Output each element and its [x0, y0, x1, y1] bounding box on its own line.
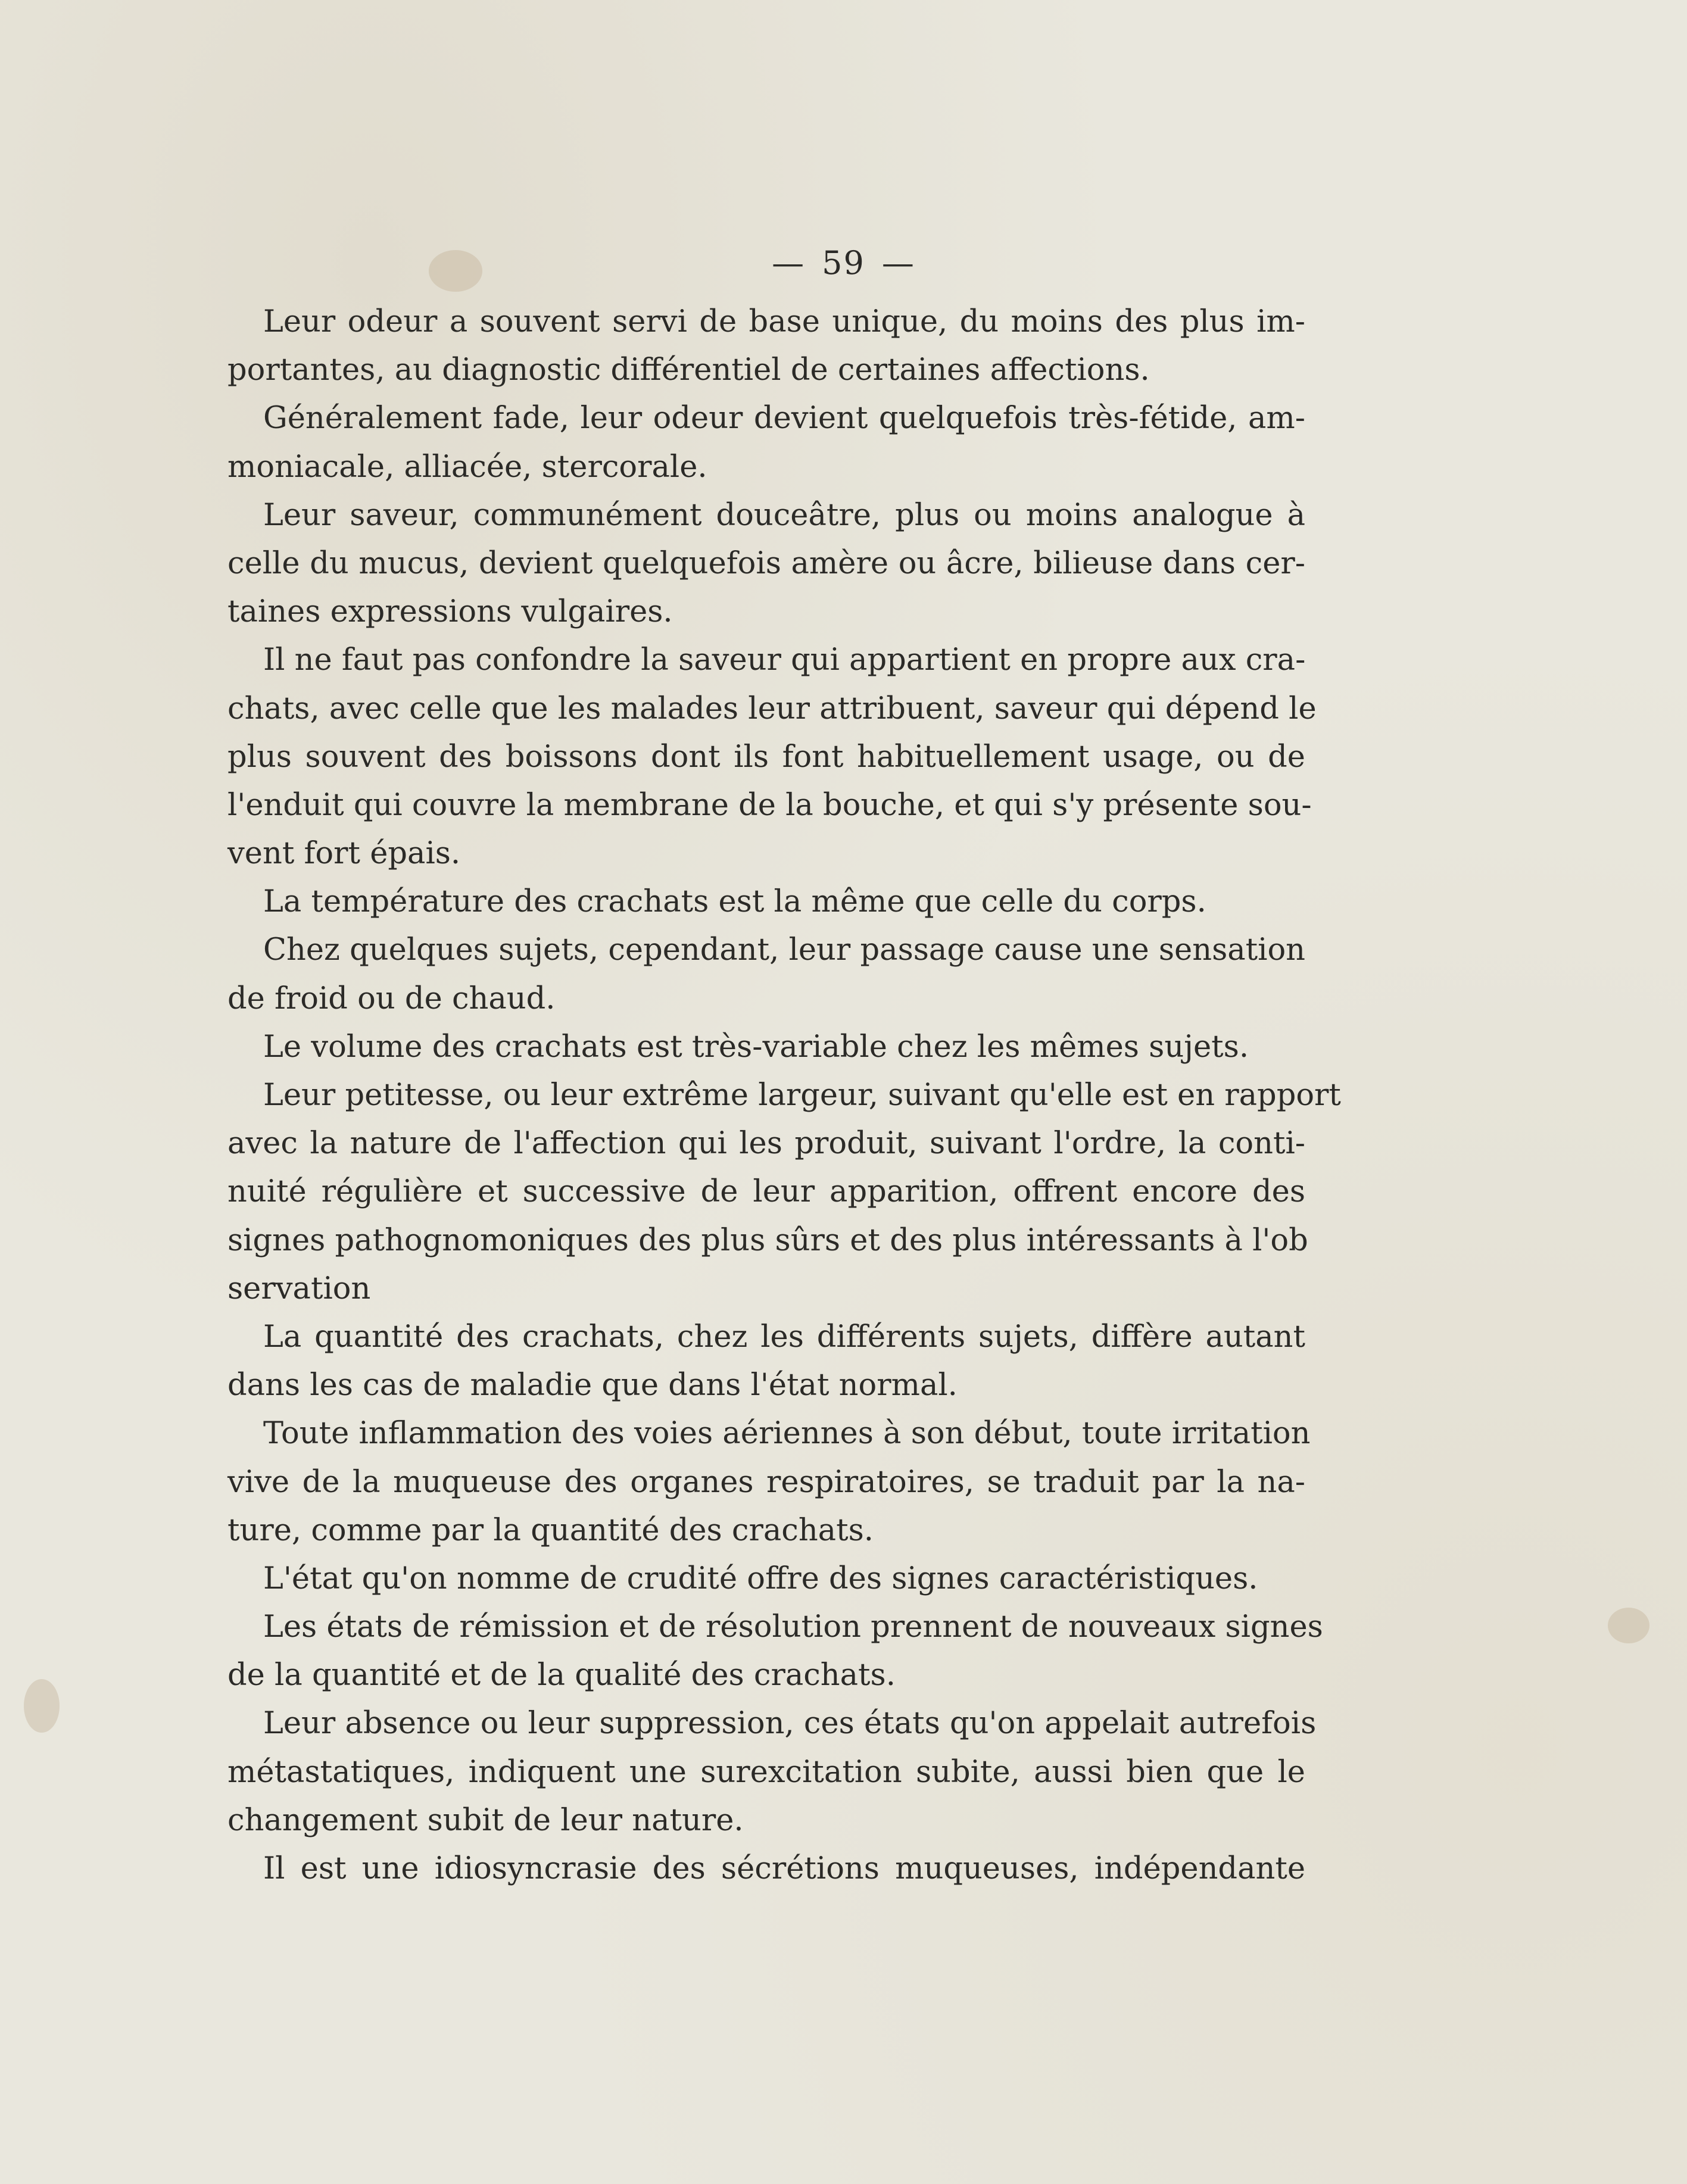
- text-line: chats, avec celle que les malades leur attribuent, saveur qui dépend le: [227, 691, 1317, 726]
- text-line: de la quantité et de la qualité des crachats.: [227, 1658, 896, 1693]
- text-line: ture, comme par la quantité des crachats.: [227, 1512, 874, 1548]
- text-line: changement subit de leur nature.: [227, 1802, 744, 1838]
- text-line: Les états de rémission et de résolution prennent de nouveaux signes: [263, 1609, 1323, 1645]
- text-line: Toute inflammation des voies aériennes à son début, toute irritation: [263, 1416, 1311, 1452]
- text-line: portantes, au diagnostic différentiel de certaines affections.: [227, 352, 1150, 388]
- text-line: Le volume des crachats est très-variable chez les mêmes sujets.: [263, 1029, 1249, 1065]
- text-line: métastatiques, indiquent une surexcitation subite, aussi bien que le: [227, 1754, 1305, 1790]
- text-line: vent fort épais.: [227, 836, 461, 872]
- text-line: moniacale, alliacée, stercorale.: [227, 449, 707, 485]
- text-line: plus souvent des boissons dont ils font habituellement usage, ou de: [227, 739, 1305, 775]
- text-line: Leur odeur a souvent servi de base unique, du moins des plus im-: [263, 304, 1305, 339]
- header-dash-left: —: [772, 244, 806, 282]
- text-line: Généralement fade, leur odeur devient quelquefois très-fétide, am-: [263, 401, 1305, 436]
- body-text: [227, 298, 1341, 1893]
- text-line: Il est une idiosyncrasie des sécrétions muqueuses, indépendante: [263, 1851, 1305, 1886]
- text-line: Leur absence ou leur suppression, ces états qu'on appelait autrefois: [263, 1706, 1317, 1742]
- paper-stain: [24, 1679, 60, 1733]
- text-line: dans les cas de maladie que dans l'état normal.: [227, 1368, 958, 1403]
- text-line: signes pathognomoniques des plus sûrs et des plus intéressants à l'ob: [227, 1222, 1308, 1258]
- text-line: taines expressions vulgaires.: [227, 594, 673, 630]
- text-line: Leur saveur, communément douceâtre, plus ou moins analogue à: [263, 497, 1305, 533]
- text-line: La température des crachats est la même que celle du corps.: [263, 884, 1206, 920]
- text-line: celle du mucus, devient quelquefois amère ou âcre, bilieuse dans cer-: [227, 545, 1305, 581]
- text-line: Il ne faut pas confondre la saveur qui appartient en propre aux cra-: [263, 642, 1306, 678]
- text-line: L'état qu'on nomme de crudité offre des signes caractéristiques.: [263, 1561, 1258, 1596]
- text-line: de froid ou de chaud.: [227, 981, 556, 1016]
- text-line: Leur petitesse, ou leur extrême largeur, suivant qu'elle est en rapport: [263, 1078, 1341, 1113]
- paper-stain: [1608, 1608, 1649, 1643]
- text-line: nuité régulière et successive de leur apparition, offrent encore des: [227, 1174, 1305, 1210]
- text-line: Chez quelques sujets, cependant, leur passage cause une sensation: [263, 932, 1305, 968]
- text-line: avec la nature de l'affection qui les produit, suivant l'ordre, la conti-: [227, 1126, 1305, 1162]
- page-number: 59: [822, 244, 865, 282]
- text-line: La quantité des crachats, chez les différents sujets, diffère autant: [263, 1319, 1305, 1355]
- text-line: vive de la muqueuse des organes respiratoires, se traduit par la na-: [227, 1464, 1305, 1500]
- text-line: servation: [227, 1271, 371, 1306]
- page-header: [0, 244, 1687, 282]
- header-dash-right: —: [881, 244, 915, 282]
- text-line: l'enduit qui couvre la membrane de la bouche, et qui s'y présente sou-: [227, 787, 1312, 823]
